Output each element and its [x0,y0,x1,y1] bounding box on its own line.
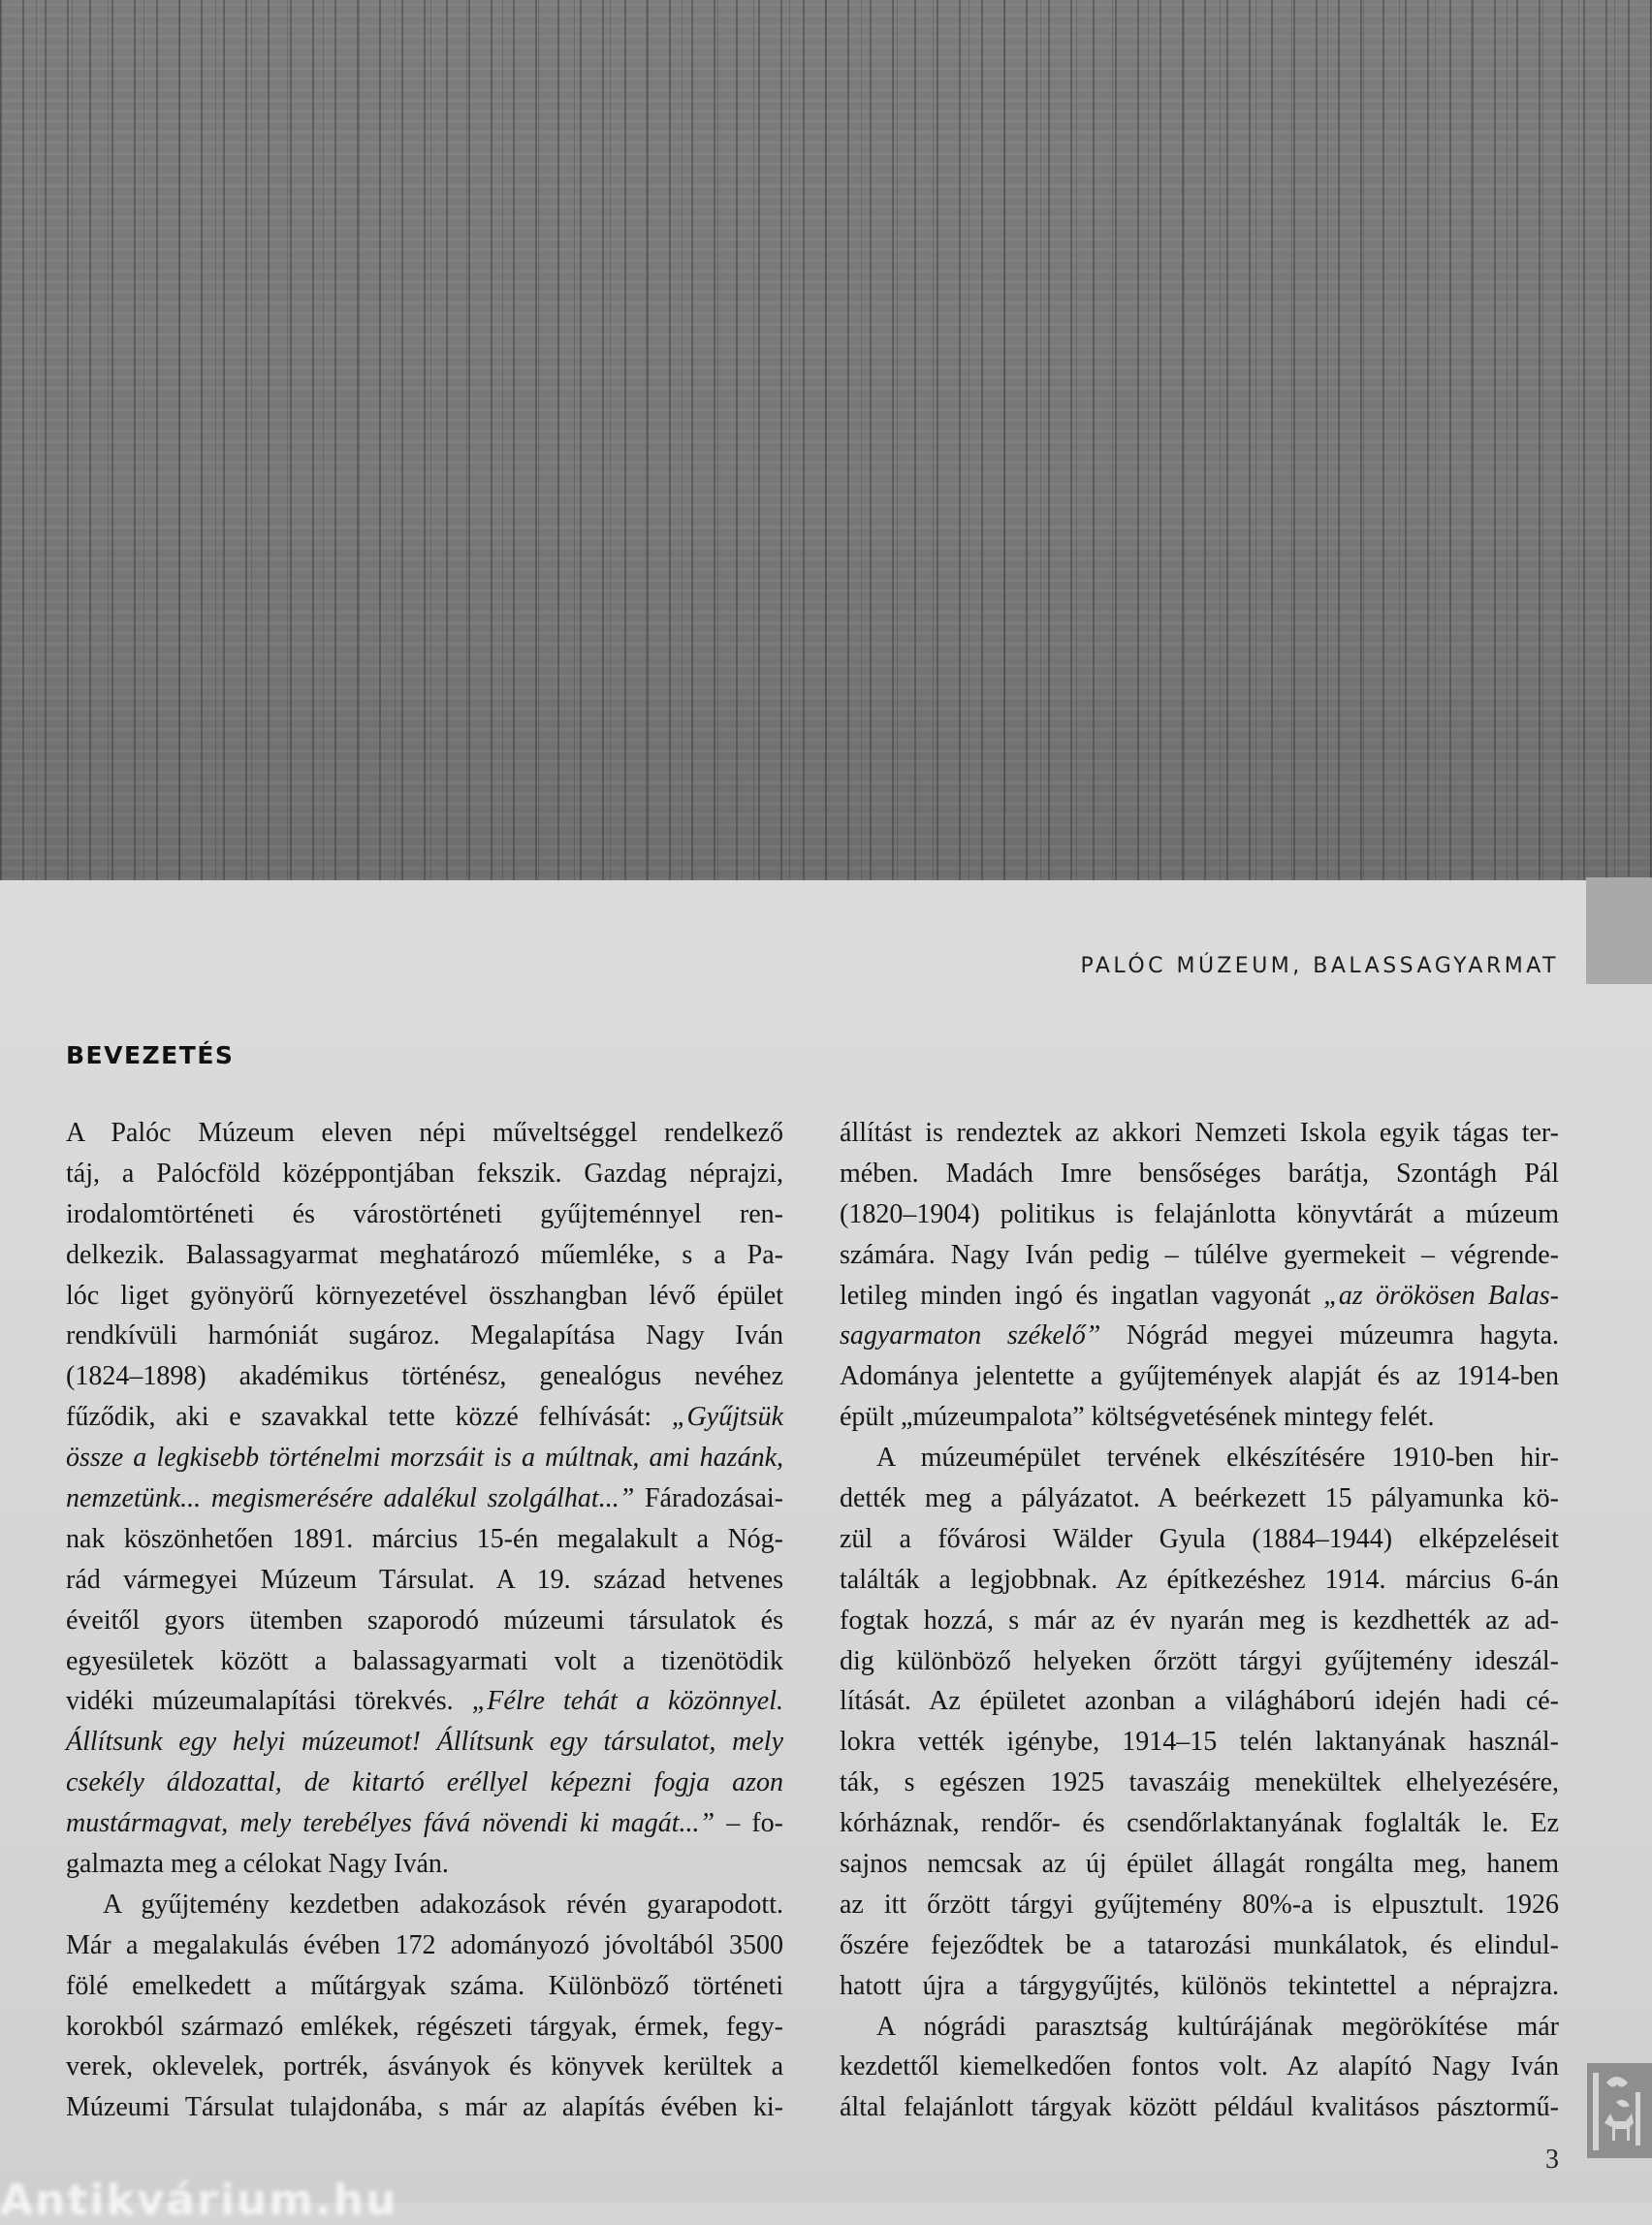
text-line [840,1681,1559,1722]
body-text: állítást is rendeztek az akkori Nemzeti Iskola egyik tágas ter- [840,1118,1559,1148]
text-line [66,1681,783,1722]
text-line [66,2007,783,2048]
section-title: BEVEZETÉS [66,1041,235,1069]
body-text: Múzeumi Társulat tulajdonába, s már az alapítás évében ki- [66,2092,783,2123]
text-column-left [66,1113,783,2128]
text-line [840,1803,1559,1844]
page-edge-tab [1586,877,1652,984]
body-text: nak köszönhetően 1891. március 15-én megalakult a Nóg- [66,1523,783,1554]
body-text: Már a megalakulás évében 172 adományozó jóvoltából 3500 [66,1929,783,1960]
text-line [66,1560,783,1601]
body-text: lóc liget gyönyörű környezetével összhangban lévő épület [66,1280,783,1311]
body-text: delkezik. Balassagyarmat meghatározó műemléke, s a Pa- [66,1239,783,1270]
body-text: kórháznak, rendőr- és csendőrlaktanyának foglalták le. Ez [840,1808,1559,1839]
body-text: sajnos nemcsak az új épület állagát rongálta meg, hanem [840,1849,1559,1880]
body-text: A Palóc Múzeum eleven népi műveltséggel rendelkező [66,1118,783,1148]
italic-quote-text: sagyarmaton székelő” [840,1320,1101,1351]
body-text: az itt őrzött tárgyi gyűjtemény 80%-a is elpusztult. 1926 [840,1889,1559,1920]
body-text: vidéki múzeumalapítási törekvés. [66,1686,472,1717]
body-text: fűződik, aki e szavakkal tette közzé felhívását: [66,1402,672,1433]
body-text: egyesületek között a balassagyarmati volt a tizenötödik [66,1645,783,1676]
body-text: A múzeumépület tervének elkészítésére 1910-ben hir- [876,1443,1559,1474]
body-text: táj, a Palócföld középpontjában fekszik. Gazdag néprajzi, [66,1158,783,1189]
italic-quote-text: össze a legkisebb történelmi morzsáit is a múltnak, ami hazánk, [66,1443,783,1474]
body-text: őszére fejeződtek be a tatarozási munkálatok, és elindul- [840,1929,1559,1960]
text-line [840,1154,1559,1194]
text-line [840,1194,1559,1235]
text-line [840,1641,1559,1682]
body-text: irodalomtörténeti és várostörténeti gyűjteménnyel ren- [66,1198,783,1229]
body-text: Adománya jelentette a gyűjtemények alapját és az 1914-ben [840,1361,1559,1392]
body-text: fölé emelkedett a műtárgyak száma. Különböző történeti [66,1970,783,2001]
text-line [840,1519,1559,1560]
wood-background [0,0,1652,883]
text-line [840,1722,1559,1763]
body-text: A nógrádi parasztság kultúrájának megörökítése már [876,2011,1559,2042]
text-line [66,1235,783,1276]
body-text: galmazta meg a célokat Nagy Iván. [66,1849,449,1880]
text-line [840,1885,1559,1925]
text-line [840,1235,1559,1276]
text-line [840,1276,1559,1317]
text-line [66,1763,783,1803]
text-line [66,1276,783,1317]
body-text: Nógrád megyei múzeumra hagyta. [1100,1320,1559,1351]
body-text: (1820–1904) politikus is felajánlotta könyvtárát a múzeum [840,1198,1559,1229]
italic-quote-text: „Félre tehát a közönnyel. [471,1686,783,1717]
text-line [66,1154,783,1194]
italic-quote-text: „Gyűjtsük [671,1402,783,1433]
body-text: rendkívüli harmóniát sugároz. Megalapítása Nagy Iván [66,1320,783,1351]
text-line [66,1641,783,1682]
text-line [840,1844,1559,1885]
body-text: mében. Madách Imre bensőséges barátja, Szontágh Pál [840,1158,1559,1189]
body-text: A gyűjtemény kezdetben adakozások révén gyarapodott. [103,1889,783,1920]
text-line [66,1438,783,1478]
body-text: fogtak hozzá, s már az év nyarán meg is kezdhették az ad- [840,1605,1559,1636]
text-line [66,1722,783,1763]
body-text: számára. Nagy Iván pedig – túlélve gyermekeit – végrende- [840,1239,1559,1270]
text-line [840,1316,1559,1356]
folk-art-ornament-icon [1587,2063,1652,2158]
text-line [66,1885,783,1925]
italic-quote-text: csekély áldozattal, de kitartó eréllyel képezni fogja azon [66,1767,783,1798]
text-line [66,1316,783,1356]
text-line [840,2047,1559,2087]
body-text: dig különböző helyeken őrzött tárgyi gyűjtemény ideszál- [840,1645,1559,1676]
page-number: 3 [1545,2145,1559,2175]
body-text: rád vármegyei Múzeum Társulat. A 19. század hetvenes [66,1564,783,1595]
text-line [840,1438,1559,1478]
text-line [66,1966,783,2007]
body-text: hatott újra a tárgygyűjtés, különös tekintettel a néprajzra. [840,1970,1559,2001]
text-line [840,1397,1559,1438]
text-line [66,1356,783,1397]
body-text: találták a legjobbnak. Az építkezéshez 1914. március 6-án [840,1564,1559,1595]
body-text: lítását. Az épületet azonban a világháború idején hadi cé- [840,1686,1559,1717]
body-text: lokra vették igénybe, 1914–15 telén laktanyának használ- [840,1727,1559,1758]
body-text: Fáradozásai- [634,1483,783,1514]
text-line [66,1844,783,1885]
text-line [66,2047,783,2087]
text-line [840,1478,1559,1519]
italic-quote-text: mustármagvat, mely terebélyes fává növendi ki magát...” [66,1808,715,1839]
text-line [66,1601,783,1641]
body-text: zül a fővárosi Wälder Gyula (1884–1944) elképzeléseit [840,1523,1559,1554]
text-line [840,1601,1559,1641]
text-line [66,1803,783,1844]
body-text: kezdettől kiemelkedően fontos volt. Az alapító Nagy Iván [840,2051,1559,2082]
text-line [66,1397,783,1438]
running-head: PALÓC MÚZEUM, BALASSAGYARMAT [1080,954,1559,978]
text-column-right [840,1113,1559,2128]
italic-quote-text: Állítsunk egy helyi múzeumot! Állítsunk egy társulatot, mely [66,1727,783,1758]
italic-quote-text: nemzetünk... megismerésére adalékul szolgálhat...” [66,1483,635,1514]
text-line [840,2007,1559,2048]
text-line [840,2087,1559,2128]
body-text: ták, s egészen 1925 tavaszáig menekültek elhelyezésére, [840,1767,1559,1798]
body-text: korokból származó emlékek, régészeti tárgyak, érmek, fegy- [66,2011,783,2042]
text-line [66,1925,783,1966]
text-line [66,1478,783,1519]
text-line [840,1925,1559,1966]
text-line [840,1763,1559,1803]
text-line [840,1356,1559,1397]
text-line [66,1113,783,1154]
body-text: által felajánlott tárgyak között például kvalitásos pásztormű- [840,2092,1559,2123]
body-text: letileg minden ingó és ingatlan vagyonát [840,1280,1324,1311]
body-text: – fo- [715,1808,783,1839]
body-text: dették meg a pályázatot. A beérkezett 15 pályamunka kö- [840,1483,1559,1514]
body-text: verek, oklevelek, portrék, ásványok és könyvek kerültek a [66,2051,783,2082]
body-text: (1824–1898) akadémikus történész, genealógus nevéhez [66,1361,783,1392]
text-line [66,1194,783,1235]
text-line [840,1966,1559,2007]
text-line [66,2087,783,2128]
body-text: éveitől gyors ütemben szaporodó múzeumi társulatok és [66,1605,783,1636]
watermark: Antikvárium.hu [0,2176,398,2225]
text-line [66,1519,783,1560]
text-line [840,1113,1559,1154]
text-line [840,1560,1559,1601]
italic-quote-text: „az örökösen Balas- [1323,1280,1559,1311]
body-text: épült „múzeumpalota” költségvetésének mintegy felét. [840,1402,1435,1433]
